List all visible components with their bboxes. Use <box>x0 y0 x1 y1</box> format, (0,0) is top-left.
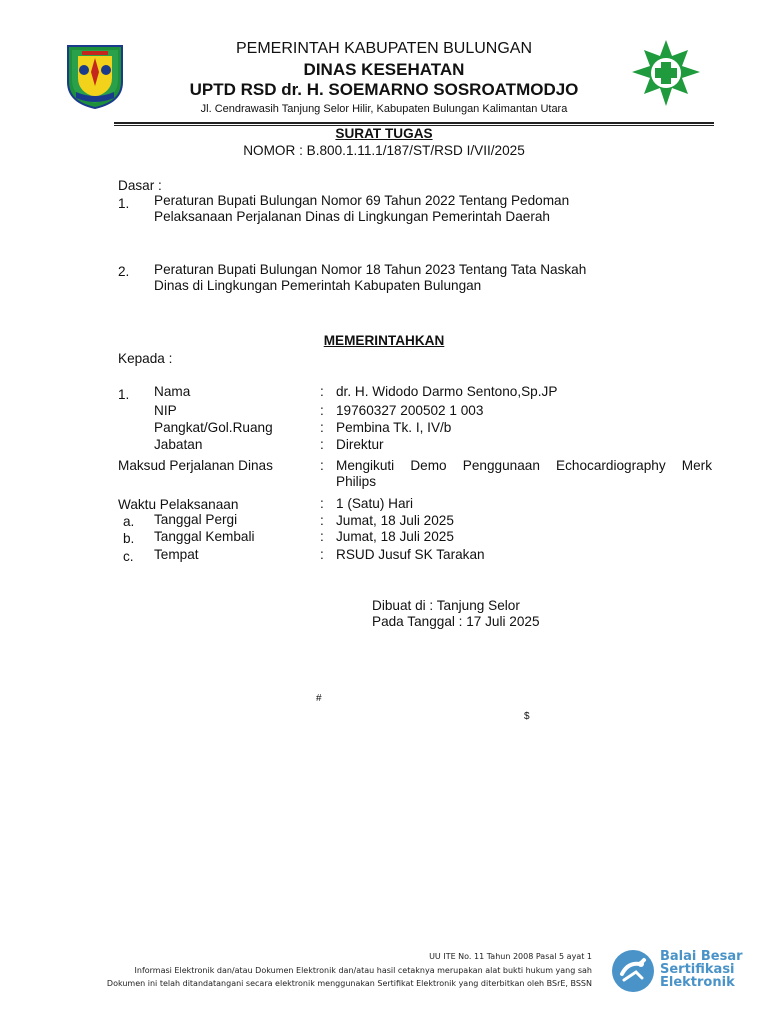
signature-place: Dibuat di : Tanjung Selor <box>372 598 520 613</box>
waktu-a-letter: a. <box>123 514 135 529</box>
waktu-c-label: Tempat <box>154 547 199 562</box>
bsre-name-line-2: Sertifikasi <box>660 962 735 977</box>
field-pangkat-colon: : <box>320 420 324 435</box>
kepada-label: Kepada : <box>118 351 173 366</box>
maksud-label: Maksud Perjalanan Dinas <box>118 458 273 473</box>
dasar-item-2-number: 2. <box>118 264 130 279</box>
order-heading: MEMERINTAHKAN <box>323 333 445 348</box>
bsre-name-line-1: Balai Besar <box>660 949 743 964</box>
kabupaten-emblem <box>62 42 128 110</box>
field-nip-colon: : <box>320 403 324 418</box>
footer-info: Informasi Elektronik dan/atau Dokumen Elektronik dan/atau hasil cetaknya merupakan alat bukti hukum yang sah <box>134 966 592 975</box>
maksud-colon: : <box>320 458 324 473</box>
waktu-a-label: Tanggal Pergi <box>154 512 238 527</box>
field-nip-label: NIP <box>154 403 177 418</box>
field-jabatan-label: Jabatan <box>154 437 203 452</box>
field-jabatan-colon: : <box>320 437 324 452</box>
dasar-item-1-number: 1. <box>118 196 130 211</box>
signature-date: Pada Tanggal : 17 Juli 2025 <box>372 614 540 629</box>
waktu-label: Waktu Pelaksanaan <box>118 497 239 512</box>
waktu-c-colon: : <box>320 547 324 562</box>
assignee-number: 1. <box>118 387 130 402</box>
waktu-colon: : <box>320 496 324 511</box>
waktu-b-label: Tanggal Kembali <box>154 529 255 544</box>
field-jabatan-value: Direktur <box>336 437 384 452</box>
dasar-item-2-line-2: Dinas di Lingkungan Pemerintah Kabupaten Bulungan <box>154 278 482 293</box>
bulungan-emblem-icon <box>62 42 128 110</box>
kop-line-3: UPTD RSD dr. H. SOEMARNO SOSROATMODJO <box>189 80 579 99</box>
kop-address: Jl. Cendrawasih Tanjung Selor Hilir, Kabupaten Bulungan Kalimantan Utara <box>200 103 568 115</box>
field-nama-colon: : <box>320 384 324 399</box>
waktu-a-colon: : <box>320 513 324 528</box>
footer-law: UU ITE No. 11 Tahun 2008 Pasal 5 ayat 1 <box>429 952 592 961</box>
field-pangkat-label: Pangkat/Gol.Ruang <box>154 420 273 435</box>
document-number: NOMOR : B.800.1.11.1/187/ST/RSD I/VII/2025 <box>243 143 525 158</box>
kop-line-1: PEMERINTAH KABUPATEN BULUNGAN <box>235 40 533 57</box>
dasar-item-1-line-2: Pelaksanaan Perjalanan Dinas di Lingkungan Pemerintah Daerah <box>154 209 550 224</box>
waktu-b-colon: : <box>320 529 324 544</box>
bsre-logo <box>610 948 656 994</box>
hospital-seal <box>626 38 706 108</box>
field-pangkat-value: Pembina Tk. I, IV/b <box>336 420 452 435</box>
waktu-b-letter: b. <box>123 531 135 546</box>
dasar-item-2-line-1: Peraturan Bupati Bulungan Nomor 18 Tahun 2023 Tentang Tata Naskah <box>154 262 587 277</box>
kop-rule-thick <box>114 122 714 124</box>
footer-signed: Dokumen ini telah ditandatangani secara elektronik menggunakan Sertifikat Elektronik yang diterbitkan oleh BSrE, BSSN <box>106 979 592 988</box>
hospital-cross-seal-icon <box>626 38 706 108</box>
field-nama-value: dr. H. Widodo Darmo Sentono,Sp.JP <box>336 384 558 399</box>
field-nama-label: Nama <box>154 384 191 399</box>
bsre-name-line-3: Elektronik <box>660 975 735 990</box>
field-nip-value: 19760327 200502 1 003 <box>336 403 484 418</box>
waktu-a-value: Jumat, 18 Juli 2025 <box>336 513 454 528</box>
signature-mark-2: $ <box>524 711 530 722</box>
waktu-b-value: Jumat, 18 Juli 2025 <box>336 529 454 544</box>
bsre-logo-icon <box>610 948 656 994</box>
maksud-value-line-1: Mengikuti Demo Penggunaan Echocardiography Merk <box>336 458 712 473</box>
dasar-label: Dasar : <box>118 178 162 193</box>
maksud-value-line-2: Philips <box>336 474 377 489</box>
waktu-c-value: RSUD Jusuf SK Tarakan <box>336 547 485 562</box>
dasar-item-1-line-1: Peraturan Bupati Bulungan Nomor 69 Tahun 2022 Tentang Pedoman <box>154 193 570 208</box>
kop-line-2: DINAS KESEHATAN <box>303 60 465 79</box>
document-title: SURAT TUGAS <box>335 126 433 141</box>
signature-mark-1: # <box>316 693 322 704</box>
waktu-value: 1 (Satu) Hari <box>336 496 414 511</box>
waktu-c-letter: c. <box>123 549 134 564</box>
